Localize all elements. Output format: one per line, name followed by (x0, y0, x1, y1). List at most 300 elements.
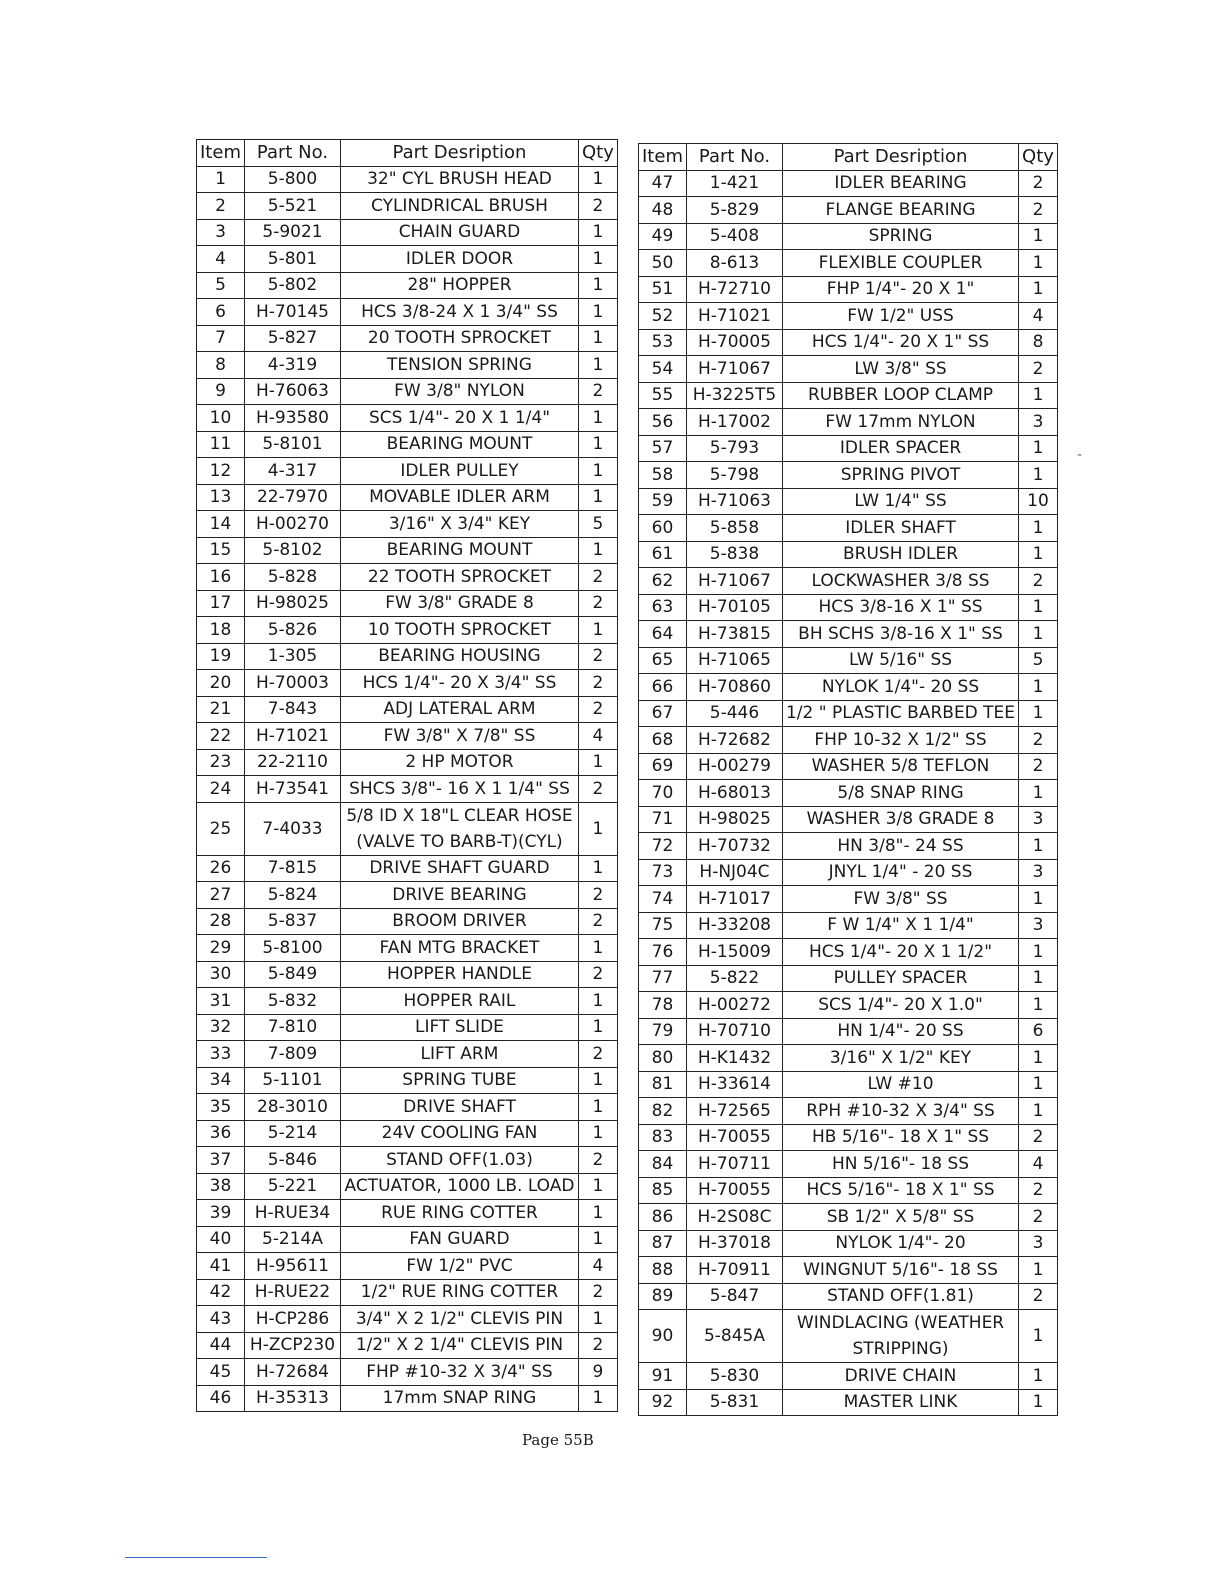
cell-description: HCS 3/8-16 X 1" SS (782, 594, 1018, 621)
cell-item: 48 (639, 197, 687, 224)
cell-item: 13 (197, 484, 245, 511)
cell-qty: 1 (1019, 223, 1058, 250)
cell-part-no: 1-305 (244, 643, 340, 670)
cell-description: SCS 1/4"- 20 X 1.0" (782, 992, 1018, 1019)
cell-item: 83 (639, 1124, 687, 1151)
parts-table-right (638, 143, 1058, 1416)
cell-description: LIFT ARM (340, 1041, 578, 1068)
table-row (639, 1124, 1058, 1151)
cell-qty: 2 (578, 908, 617, 935)
table-row (197, 908, 618, 935)
cell-part-no: 1-421 (686, 170, 782, 197)
table-row (197, 935, 618, 962)
cell-part-no: H-98025 (686, 806, 782, 833)
cell-part-no: H-72710 (686, 276, 782, 303)
cell-description: IDLER PULLEY (340, 458, 578, 485)
cell-part-no: H-33614 (686, 1071, 782, 1098)
cell-part-no: 5-798 (686, 462, 782, 489)
cell-item: 60 (639, 515, 687, 542)
cell-qty: 10 (1019, 488, 1058, 515)
cell-description: IDLER BEARING (782, 170, 1018, 197)
header-qty: Qty (1019, 144, 1058, 171)
table-row (197, 299, 618, 326)
cell-part-no: H-NJ04C (686, 859, 782, 886)
cell-part-no: H-2S08C (686, 1204, 782, 1231)
cell-item: 73 (639, 859, 687, 886)
cell-item: 65 (639, 647, 687, 674)
cell-part-no: H-RUE22 (244, 1279, 340, 1306)
cell-part-no: H-00279 (686, 753, 782, 780)
cell-part-no: 5-824 (244, 882, 340, 909)
cell-description: LW #10 (782, 1071, 1018, 1098)
cell-item: 21 (197, 696, 245, 723)
cell-part-no: H-71021 (244, 723, 340, 750)
cell-part-no: 5-214 (244, 1120, 340, 1147)
cell-part-no: 5-837 (244, 908, 340, 935)
table-row (197, 458, 618, 485)
table-row (197, 166, 618, 193)
table-row (197, 1253, 618, 1280)
cell-item: 34 (197, 1067, 245, 1094)
cell-item: 32 (197, 1014, 245, 1041)
cell-part-no: 5-858 (686, 515, 782, 542)
cell-description: 10 TOOTH SPROCKET (340, 617, 578, 644)
table-row (197, 723, 618, 750)
cell-part-no: 5-521 (244, 193, 340, 220)
table-row (197, 405, 618, 432)
cell-item: 89 (639, 1283, 687, 1310)
cell-item: 58 (639, 462, 687, 489)
cell-qty: 2 (1019, 753, 1058, 780)
cell-item: 53 (639, 329, 687, 356)
cell-description: LIFT SLIDE (340, 1014, 578, 1041)
table-row (639, 1098, 1058, 1125)
cell-item: 14 (197, 511, 245, 538)
cell-qty: 2 (578, 961, 617, 988)
cell-item: 6 (197, 299, 245, 326)
page-number: Page 55B (522, 1431, 594, 1449)
cell-part-no: 5-847 (686, 1283, 782, 1310)
cell-description: LW 5/16" SS (782, 647, 1018, 674)
cell-qty: 2 (578, 378, 617, 405)
cell-description: FHP #10-32 X 3/4" SS (340, 1359, 578, 1386)
table-row (639, 727, 1058, 754)
cell-part-no: H-70911 (686, 1257, 782, 1284)
cell-description: 1/2" RUE RING COTTER (340, 1279, 578, 1306)
table-row (639, 1204, 1058, 1231)
cell-qty: 1 (1019, 382, 1058, 409)
cell-qty: 1 (578, 246, 617, 273)
cell-description: SB 1/2" X 5/8" SS (782, 1204, 1018, 1231)
cell-description: HOPPER HANDLE (340, 961, 578, 988)
cell-item: 44 (197, 1332, 245, 1359)
cell-part-no: 5-838 (686, 541, 782, 568)
cell-description: DRIVE SHAFT (340, 1094, 578, 1121)
cell-qty: 2 (1019, 170, 1058, 197)
cell-part-no: H-70710 (686, 1018, 782, 1045)
cell-qty: 9 (578, 1359, 617, 1386)
cell-item: 57 (639, 435, 687, 462)
cell-part-no: H-76063 (244, 378, 340, 405)
cell-description: SPRING (782, 223, 1018, 250)
table-row (197, 325, 618, 352)
cell-description: 3/4" X 2 1/2" CLEVIS PIN (340, 1306, 578, 1333)
cell-part-no: H-70055 (686, 1177, 782, 1204)
table-row (197, 511, 618, 538)
parts-table-left-body (197, 166, 618, 1412)
cell-part-no: 5-845A (686, 1310, 782, 1363)
cell-description: 5/8 ID X 18"L CLEAR HOSE (VALVE TO BARB-T)(CYL) (340, 802, 578, 855)
table-row (197, 564, 618, 591)
cell-part-no: H-17002 (686, 409, 782, 436)
cell-item: 49 (639, 223, 687, 250)
header-part-no: Part No. (244, 140, 340, 167)
cell-qty: 1 (1019, 1257, 1058, 1284)
cell-part-no: 7-815 (244, 855, 340, 882)
cell-item: 70 (639, 780, 687, 807)
table-row (639, 488, 1058, 515)
cell-part-no: H-98025 (244, 590, 340, 617)
cell-item: 3 (197, 219, 245, 246)
cell-description: 22 TOOTH SPROCKET (340, 564, 578, 591)
cell-description: IDLER SPACER (782, 435, 1018, 462)
cell-part-no: 22-2110 (244, 749, 340, 776)
cell-item: 86 (639, 1204, 687, 1231)
table-header-row (639, 144, 1058, 171)
table-row (639, 992, 1058, 1019)
cell-qty: 2 (1019, 568, 1058, 595)
cell-qty: 1 (578, 1385, 617, 1412)
cell-description: 3/16" X 1/2" KEY (782, 1045, 1018, 1072)
cell-qty: 1 (1019, 515, 1058, 542)
table-row (639, 674, 1058, 701)
cell-item: 88 (639, 1257, 687, 1284)
cell-description: DRIVE CHAIN (782, 1363, 1018, 1390)
table-row (197, 1094, 618, 1121)
cell-item: 38 (197, 1173, 245, 1200)
cell-description: HCS 1/4"- 20 X 1" SS (782, 329, 1018, 356)
cell-qty: 1 (578, 749, 617, 776)
table-row (639, 1389, 1058, 1416)
cell-description: FW 1/2" USS (782, 303, 1018, 330)
table-row (639, 859, 1058, 886)
cell-item: 16 (197, 564, 245, 591)
table-row (197, 1332, 618, 1359)
cell-qty: 2 (578, 1147, 617, 1174)
cell-qty: 1 (578, 935, 617, 962)
table-row (639, 462, 1058, 489)
cell-part-no: 5-802 (244, 272, 340, 299)
cell-description: SPRING PIVOT (782, 462, 1018, 489)
cell-description: BH SCHS 3/8-16 X 1" SS (782, 621, 1018, 648)
cell-part-no: 4-319 (244, 352, 340, 379)
cell-qty: 5 (1019, 647, 1058, 674)
cell-qty: 2 (578, 564, 617, 591)
cell-part-no: H-73815 (686, 621, 782, 648)
table-row (197, 617, 618, 644)
cell-part-no: 8-613 (686, 250, 782, 277)
cell-qty: 1 (578, 1094, 617, 1121)
cell-item: 35 (197, 1094, 245, 1121)
cell-qty: 4 (578, 723, 617, 750)
table-row (197, 802, 618, 855)
cell-item: 9 (197, 378, 245, 405)
cell-description: PULLEY SPACER (782, 965, 1018, 992)
cell-description: 1/2 " PLASTIC BARBED TEE (782, 700, 1018, 727)
cell-item: 51 (639, 276, 687, 303)
cell-description: RUBBER LOOP CLAMP (782, 382, 1018, 409)
cell-item: 72 (639, 833, 687, 860)
cell-item: 18 (197, 617, 245, 644)
cell-description: RUE RING COTTER (340, 1200, 578, 1227)
cell-qty: 2 (1019, 727, 1058, 754)
cell-item: 36 (197, 1120, 245, 1147)
cell-description: FW 17mm NYLON (782, 409, 1018, 436)
cell-part-no: 5-830 (686, 1363, 782, 1390)
cell-part-no: 5-831 (686, 1389, 782, 1416)
cell-part-no: 5-793 (686, 435, 782, 462)
cell-part-no: H-70145 (244, 299, 340, 326)
header-description: Part Desription (782, 144, 1018, 171)
cell-qty: 2 (1019, 356, 1058, 383)
stray-mark: - (1077, 447, 1083, 463)
cell-qty: 1 (1019, 1071, 1058, 1098)
footer-rule (125, 1557, 267, 1558)
cell-item: 68 (639, 727, 687, 754)
cell-description: DRIVE BEARING (340, 882, 578, 909)
cell-part-no: H-CP286 (244, 1306, 340, 1333)
cell-description: FHP 1/4"- 20 X 1" (782, 276, 1018, 303)
table-row (197, 431, 618, 458)
table-row (197, 246, 618, 273)
cell-description: MASTER LINK (782, 1389, 1018, 1416)
table-row (197, 590, 618, 617)
cell-qty: 1 (1019, 886, 1058, 913)
table-row (639, 223, 1058, 250)
cell-part-no: H-68013 (686, 780, 782, 807)
cell-part-no: 5-829 (686, 197, 782, 224)
cell-description: SHCS 3/8"- 16 X 1 1/4" SS (340, 776, 578, 803)
cell-part-no: H-00272 (686, 992, 782, 1019)
table-row (639, 1018, 1058, 1045)
cell-qty: 1 (1019, 1310, 1058, 1363)
cell-item: 10 (197, 405, 245, 432)
table-row (197, 643, 618, 670)
cell-part-no: 5-9021 (244, 219, 340, 246)
cell-qty: 2 (578, 590, 617, 617)
cell-description: WINDLACING (WEATHER STRIPPING) (782, 1310, 1018, 1363)
cell-item: 78 (639, 992, 687, 1019)
cell-part-no: H-00270 (244, 511, 340, 538)
cell-item: 61 (639, 541, 687, 568)
cell-part-no: H-71017 (686, 886, 782, 913)
cell-description: 17mm SNAP RING (340, 1385, 578, 1412)
cell-part-no: 5-822 (686, 965, 782, 992)
cell-qty: 1 (578, 537, 617, 564)
cell-item: 2 (197, 193, 245, 220)
cell-part-no: H-71067 (686, 356, 782, 383)
cell-qty: 1 (1019, 1363, 1058, 1390)
cell-item: 22 (197, 723, 245, 750)
cell-item: 15 (197, 537, 245, 564)
cell-description: 1/2" X 2 1/4" CLEVIS PIN (340, 1332, 578, 1359)
table-row (639, 170, 1058, 197)
cell-item: 41 (197, 1253, 245, 1280)
cell-item: 56 (639, 409, 687, 436)
cell-item: 1 (197, 166, 245, 193)
cell-qty: 2 (1019, 1283, 1058, 1310)
cell-item: 54 (639, 356, 687, 383)
cell-item: 85 (639, 1177, 687, 1204)
table-row (639, 753, 1058, 780)
cell-part-no: H-71021 (686, 303, 782, 330)
cell-qty: 3 (1019, 859, 1058, 886)
cell-qty: 1 (578, 1306, 617, 1333)
cell-part-no: H-95611 (244, 1253, 340, 1280)
cell-item: 7 (197, 325, 245, 352)
cell-item: 17 (197, 590, 245, 617)
table-row (197, 988, 618, 1015)
cell-qty: 1 (578, 1014, 617, 1041)
cell-qty: 1 (1019, 435, 1058, 462)
cell-item: 30 (197, 961, 245, 988)
cell-description: F W 1/4" X 1 1/4" (782, 912, 1018, 939)
cell-description: HN 5/16"- 18 SS (782, 1151, 1018, 1178)
table-row (639, 1071, 1058, 1098)
cell-qty: 2 (578, 670, 617, 697)
table-row (197, 696, 618, 723)
cell-qty: 1 (1019, 1389, 1058, 1416)
cell-qty: 2 (578, 193, 617, 220)
cell-description: DRIVE SHAFT GUARD (340, 855, 578, 882)
cell-item: 8 (197, 352, 245, 379)
cell-part-no: 7-4033 (244, 802, 340, 855)
table-row (639, 1283, 1058, 1310)
table-row (197, 1173, 618, 1200)
table-row (197, 484, 618, 511)
cell-description: BRUSH IDLER (782, 541, 1018, 568)
cell-part-no: 5-846 (244, 1147, 340, 1174)
cell-item: 64 (639, 621, 687, 648)
cell-description: ADJ LATERAL ARM (340, 696, 578, 723)
cell-part-no: 5-221 (244, 1173, 340, 1200)
cell-description: 2 HP MOTOR (340, 749, 578, 776)
cell-part-no: 4-317 (244, 458, 340, 485)
cell-description: HN 3/8"- 24 SS (782, 833, 1018, 860)
cell-qty: 1 (578, 802, 617, 855)
cell-item: 92 (639, 1389, 687, 1416)
cell-qty: 1 (1019, 833, 1058, 860)
cell-description: RPH #10-32 X 3/4" SS (782, 1098, 1018, 1125)
cell-item: 62 (639, 568, 687, 595)
cell-qty: 1 (578, 1067, 617, 1094)
cell-item: 66 (639, 674, 687, 701)
cell-description: FW 3/8" SS (782, 886, 1018, 913)
cell-description: JNYL 1/4" - 20 SS (782, 859, 1018, 886)
cell-description: IDLER SHAFT (782, 515, 1018, 542)
cell-qty: 4 (578, 1253, 617, 1280)
cell-qty: 4 (1019, 303, 1058, 330)
table-row (639, 356, 1058, 383)
table-row (197, 193, 618, 220)
table-row (639, 700, 1058, 727)
cell-item: 71 (639, 806, 687, 833)
table-row (639, 276, 1058, 303)
table-row (639, 965, 1058, 992)
cell-description: 32" CYL BRUSH HEAD (340, 166, 578, 193)
cell-item: 91 (639, 1363, 687, 1390)
cell-qty: 1 (578, 617, 617, 644)
table-row (639, 939, 1058, 966)
table-row (197, 1306, 618, 1333)
cell-description: HCS 5/16"- 18 X 1" SS (782, 1177, 1018, 1204)
cell-item: 20 (197, 670, 245, 697)
table-row (639, 541, 1058, 568)
cell-description: MOVABLE IDLER ARM (340, 484, 578, 511)
cell-description: BEARING MOUNT (340, 537, 578, 564)
header-qty: Qty (578, 140, 617, 167)
cell-qty: 1 (1019, 674, 1058, 701)
cell-description: HCS 1/4"- 20 X 1 1/2" (782, 939, 1018, 966)
table-row (639, 1045, 1058, 1072)
table-row (639, 621, 1058, 648)
cell-part-no: 5-8102 (244, 537, 340, 564)
table-row (639, 435, 1058, 462)
cell-part-no: 7-810 (244, 1014, 340, 1041)
cell-description: IDLER DOOR (340, 246, 578, 273)
cell-part-no: H-15009 (686, 939, 782, 966)
cell-part-no: H-ZCP230 (244, 1332, 340, 1359)
cell-item: 26 (197, 855, 245, 882)
cell-part-no: H-70105 (686, 594, 782, 621)
cell-description: FW 1/2" PVC (340, 1253, 578, 1280)
cell-description: 3/16" X 3/4" KEY (340, 511, 578, 538)
cell-part-no: H-93580 (244, 405, 340, 432)
cell-qty: 2 (1019, 1124, 1058, 1151)
cell-item: 12 (197, 458, 245, 485)
cell-part-no: H-71067 (686, 568, 782, 595)
cell-description: 5/8 SNAP RING (782, 780, 1018, 807)
cell-qty: 1 (1019, 1098, 1058, 1125)
cell-qty: 1 (1019, 700, 1058, 727)
table-row (639, 303, 1058, 330)
table-row (639, 1177, 1058, 1204)
cell-item: 31 (197, 988, 245, 1015)
cell-item: 75 (639, 912, 687, 939)
table-row (197, 1279, 618, 1306)
cell-description: HB 5/16"- 18 X 1" SS (782, 1124, 1018, 1151)
cell-description: CHAIN GUARD (340, 219, 578, 246)
cell-qty: 2 (578, 643, 617, 670)
cell-description: FHP 10-32 X 1/2" SS (782, 727, 1018, 754)
cell-item: 23 (197, 749, 245, 776)
cell-qty: 1 (1019, 621, 1058, 648)
table-row (639, 833, 1058, 860)
cell-description: WASHER 5/8 TEFLON (782, 753, 1018, 780)
header-item: Item (197, 140, 245, 167)
cell-qty: 3 (1019, 409, 1058, 436)
cell-item: 69 (639, 753, 687, 780)
cell-description: TENSION SPRING (340, 352, 578, 379)
cell-item: 27 (197, 882, 245, 909)
cell-description: STAND OFF(1.81) (782, 1283, 1018, 1310)
cell-description: FAN MTG BRACKET (340, 935, 578, 962)
cell-item: 40 (197, 1226, 245, 1253)
cell-part-no: H-72682 (686, 727, 782, 754)
cell-qty: 3 (1019, 806, 1058, 833)
cell-qty: 1 (1019, 594, 1058, 621)
cell-part-no: 5-801 (244, 246, 340, 273)
